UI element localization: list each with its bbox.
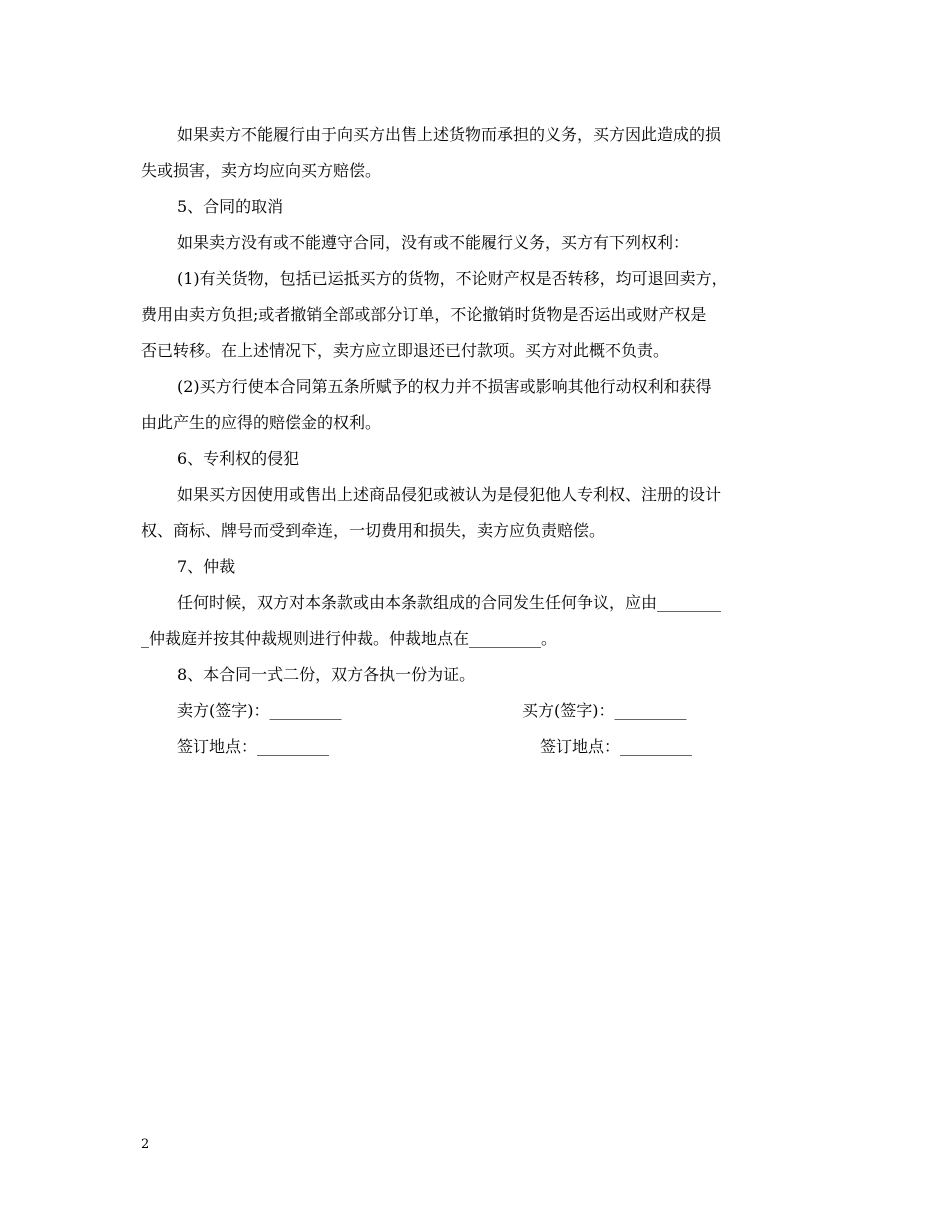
buyer-signing-place-field: 签订地点：_________ [540, 737, 693, 756]
paragraph-line: 如果买方因使用或售出上述商品侵犯或被认为是侵犯他人专利权、注册的设计 [177, 485, 722, 504]
section-heading-cancellation: 5、合同的取消 [177, 197, 284, 216]
seller-signature-field: 卖方(签字)：_________ [177, 701, 342, 720]
signing-place-row [141, 729, 813, 765]
paragraph-line: 任何时候，双方对本条款或由本条款组成的合同发生任何争议，应由________ [177, 593, 722, 612]
section-heading-arbitration: 7、仲裁 [177, 557, 236, 576]
paragraph-line: 如果卖方没有或不能遵守合同，没有或不能履行义务，买方有下列权利： [177, 233, 690, 252]
page-number: 2 [141, 1137, 150, 1152]
signature-row [141, 693, 813, 729]
contract-body [141, 117, 813, 765]
buyer-signature-field: 买方(签字)：_________ [522, 701, 687, 720]
paragraph-line: 8、本合同一式二份，双方各执一份为证。 [177, 665, 476, 684]
paragraph-line: 由此产生的应得的赔偿金的权利。 [141, 413, 382, 432]
paragraph-line: 费用由卖方负担;或者撤销全部或部分订单，不论撤销时货物是否运出或财产权是 [141, 305, 707, 324]
section-heading-patent: 6、专利权的侵犯 [177, 449, 300, 468]
paragraph-line: 否已转移。在上述情况下，卖方应立即退还已付款项。买方对此概不负责。 [141, 341, 670, 360]
paragraph-line: (1)有关货物，包括已运抵买方的货物，不论财产权是否转移，均可退回卖方， [177, 269, 728, 288]
paragraph-line: 失或损害，卖方均应向买方赔偿。 [141, 161, 382, 180]
paragraph-line: 权、商标、牌号而受到牵连，一切费用和损失，卖方应负责赔偿。 [141, 521, 606, 540]
paragraph-line: 如果卖方不能履行由于向买方出售上述货物而承担的义务，买方因此造成的损 [177, 125, 722, 144]
seller-signing-place-field: 签订地点：_________ [177, 737, 330, 756]
paragraph-line: (2)买方行使本合同第五条所赋予的权力并不损害或影响其他行动权利和获得 [177, 377, 712, 396]
paragraph-line: _仲裁庭并按其仲裁规则进行仲裁。仲裁地点在_________。 [141, 629, 558, 648]
